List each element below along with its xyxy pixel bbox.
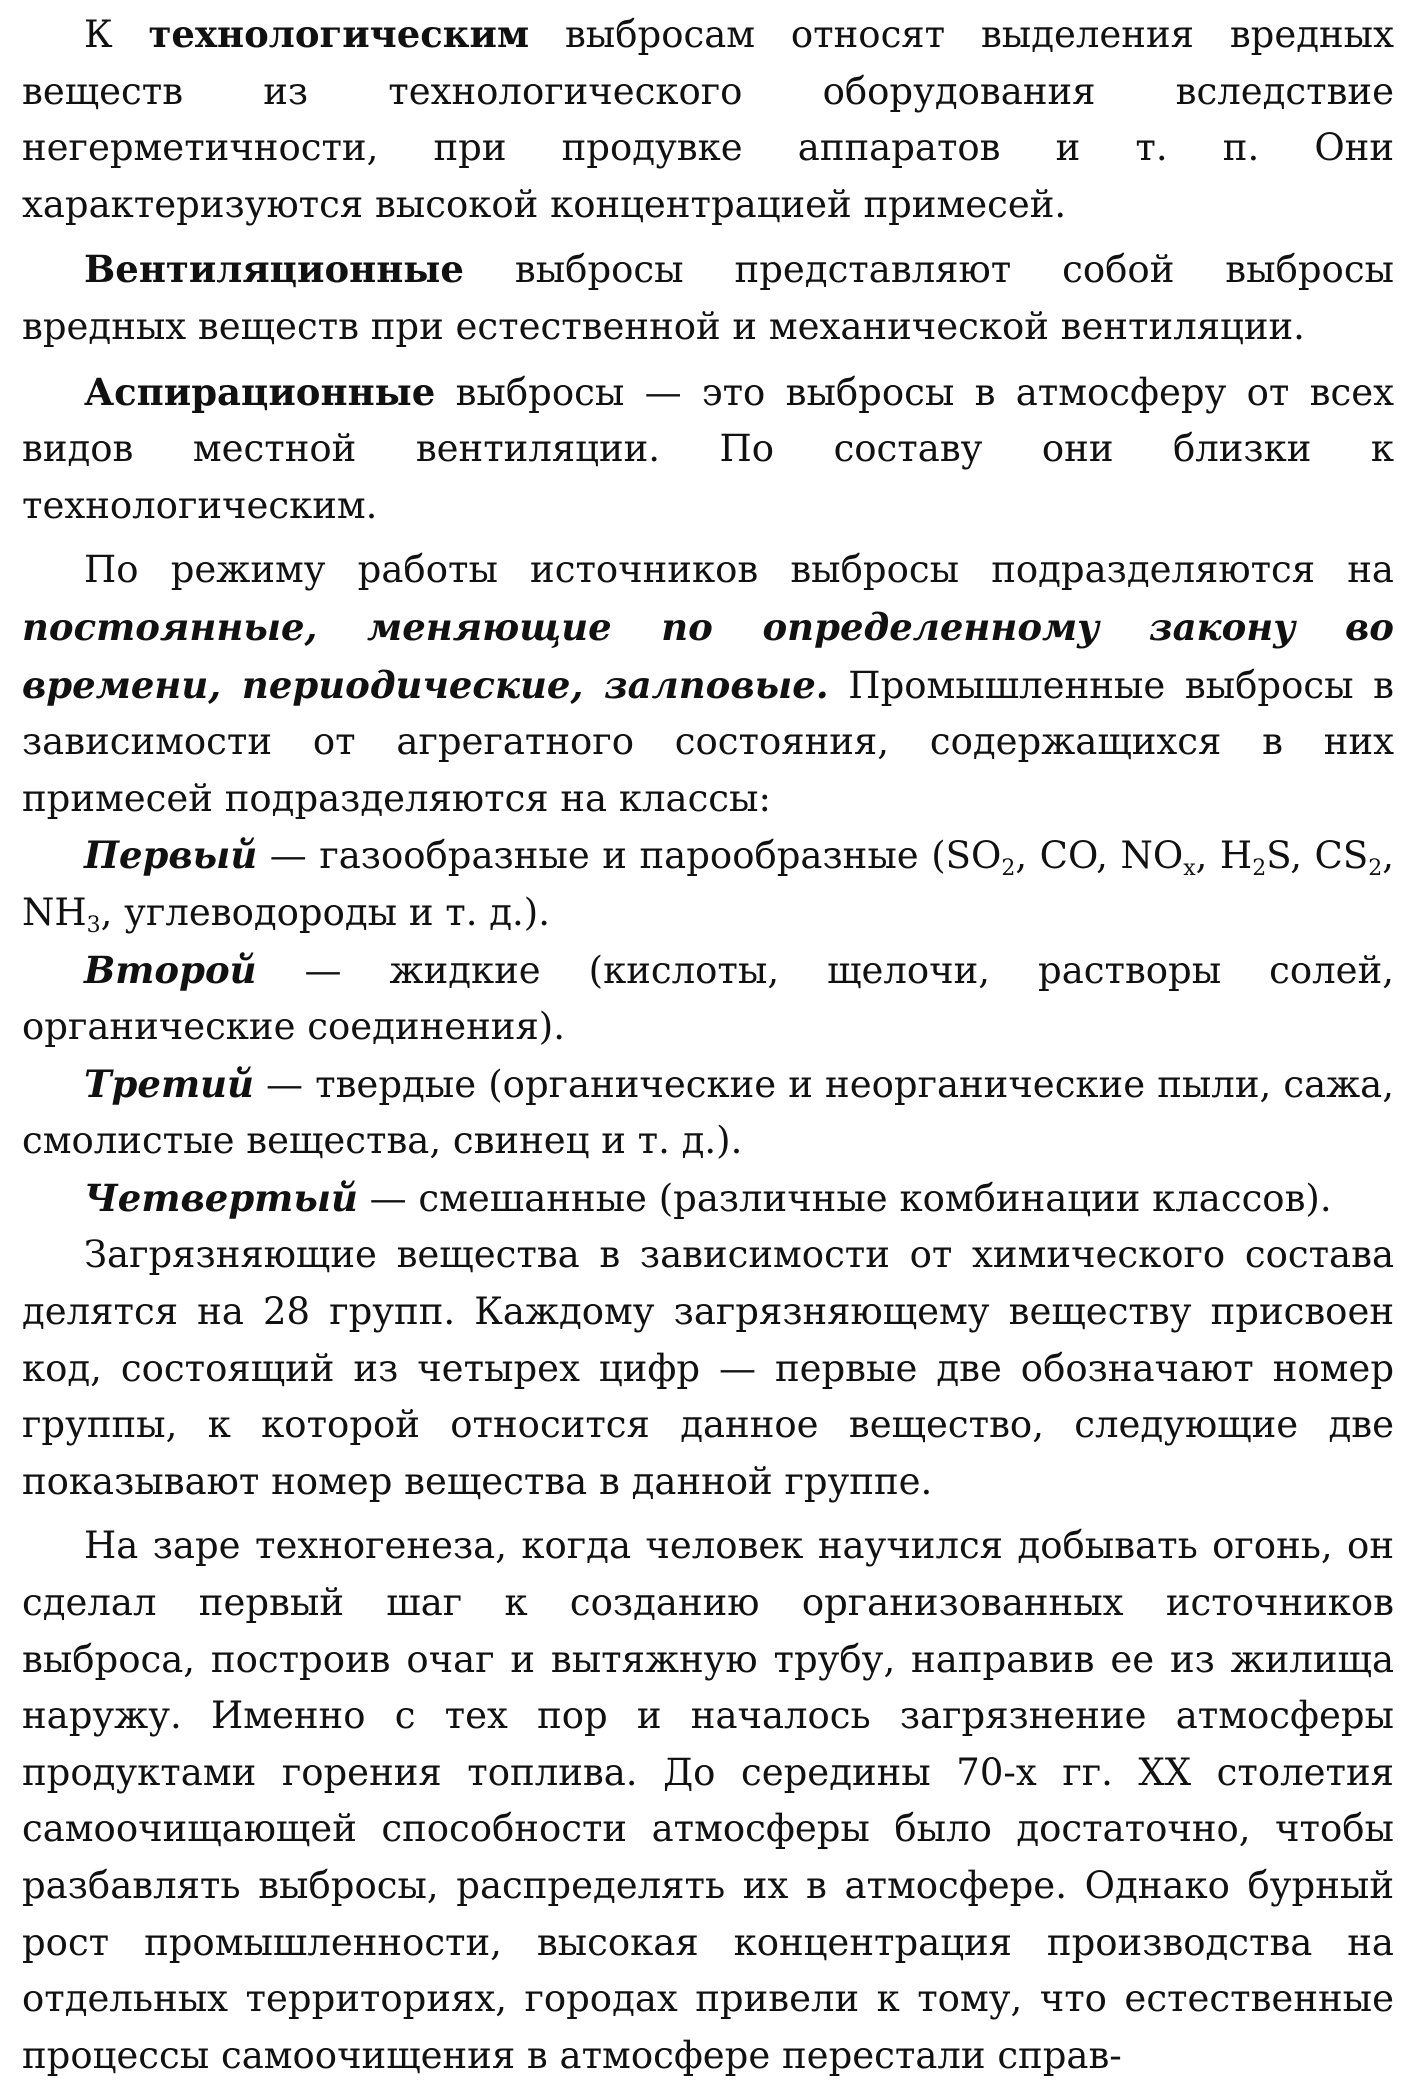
- paragraph-emission-modes: [22, 542, 1394, 827]
- paragraph-class-fourth: [22, 1170, 1394, 1228]
- class-term-first: Первый: [84, 833, 258, 878]
- paragraph-pollutant-groups: [22, 1227, 1394, 1510]
- paragraph-aspiration: [22, 364, 1394, 535]
- text-segment: выбросы представляют собой выбросы вредных веществ при естественной и механической вентиляции.: [22, 248, 1394, 348]
- text-segment: На заре техногенеза, когда человек научился добывать огонь, он сделал первый шаг к созданию организованных источников выброса, построив очаг и вытяжную трубу, направив ее из жилища наружу. Именно с тех пор и началось загрязнение атмосферы продуктами горения топлива. До середины 70-х гг. XX столетия самоочищающей способности атмосферы было достаточно, чтобы разбавлять выбросы, распределять их в атмосфере. Однако бурный рост промышленности, высокая концентрация производства на отдельных территориях, городах привели к тому, что естественные процессы самоочищения в атмосфере перестали справ-: [22, 1524, 1394, 2077]
- text-segment: , CO, NO: [1015, 834, 1184, 878]
- text-segment: — твердые (органические и неорганические пыли, сажа, смолистые вещества, свинец и т. д.).: [22, 1062, 1394, 1163]
- paragraph-technogenesis: [22, 1518, 1394, 2084]
- emission-modes-emphasis: постоянные, меняющие по определенному закону во времени, периодические, залповые.: [22, 604, 1394, 707]
- text-segment: — газообразные и парообразные (SO: [257, 834, 1002, 878]
- text-segment: выбросы — это выбросы в атмосферу от всех видов местной вентиляции. По составу они близки к технологическим.: [22, 370, 1394, 527]
- subscript: 2: [1252, 856, 1267, 882]
- subscript: 3: [86, 912, 101, 938]
- text-segment: S, CS: [1266, 834, 1369, 878]
- paragraph-technological: [22, 6, 1394, 233]
- class-term-second: Второй: [84, 947, 257, 992]
- paragraph-ventilation: [22, 241, 1394, 355]
- paragraph-class-first: [22, 827, 1394, 941]
- text-segment: выбросам относят выделения вредных веществ из технологического оборудования вследствие негерметичности, при продувке аппаратов и т. п. Они характеризуются высокой концентрацией примесей.: [22, 13, 1394, 226]
- paragraph-class-third: [22, 1056, 1394, 1170]
- text-segment: Загрязняющие вещества в зависимости от химического состава делятся на 28 групп. Каждому загрязняющему веществу присвоен код, состоящий из четырех цифр — первые две обозначают номер группы, к которой относится данное вещество, следующие две показывают номер вещества в данной группе.: [22, 1233, 1394, 1503]
- class-term-fourth: Четвертый: [84, 1175, 358, 1220]
- text-segment: Промышленные выбросы в зависимости от агрегатного состояния, содержащихся в них примесей подразделяются на классы:: [22, 663, 1394, 820]
- text-segment: — смешанные (различные комбинации классов).: [357, 1176, 1332, 1220]
- term-aspiration: Аспирационные: [84, 369, 436, 414]
- text-segment: , H: [1195, 834, 1253, 878]
- text-segment: — жидкие (кислоты, щелочи, растворы солей, органические соединения).: [22, 948, 1394, 1049]
- class-term-third: Третий: [84, 1061, 254, 1106]
- text-segment: , углеводороды и т. д.).: [100, 890, 551, 934]
- paragraph-class-second: [22, 942, 1394, 1056]
- text-segment: , NH: [22, 834, 1394, 934]
- text-segment: К: [84, 13, 149, 56]
- subscript: 2: [1001, 856, 1016, 882]
- term-technological: технологическим: [148, 12, 530, 56]
- text-segment: По режиму работы источников выбросы подразделяются на: [84, 548, 1394, 592]
- term-ventilation: Вентиляционные: [84, 247, 464, 292]
- subscript: 2: [1368, 856, 1383, 882]
- subscript: x: [1183, 856, 1196, 882]
